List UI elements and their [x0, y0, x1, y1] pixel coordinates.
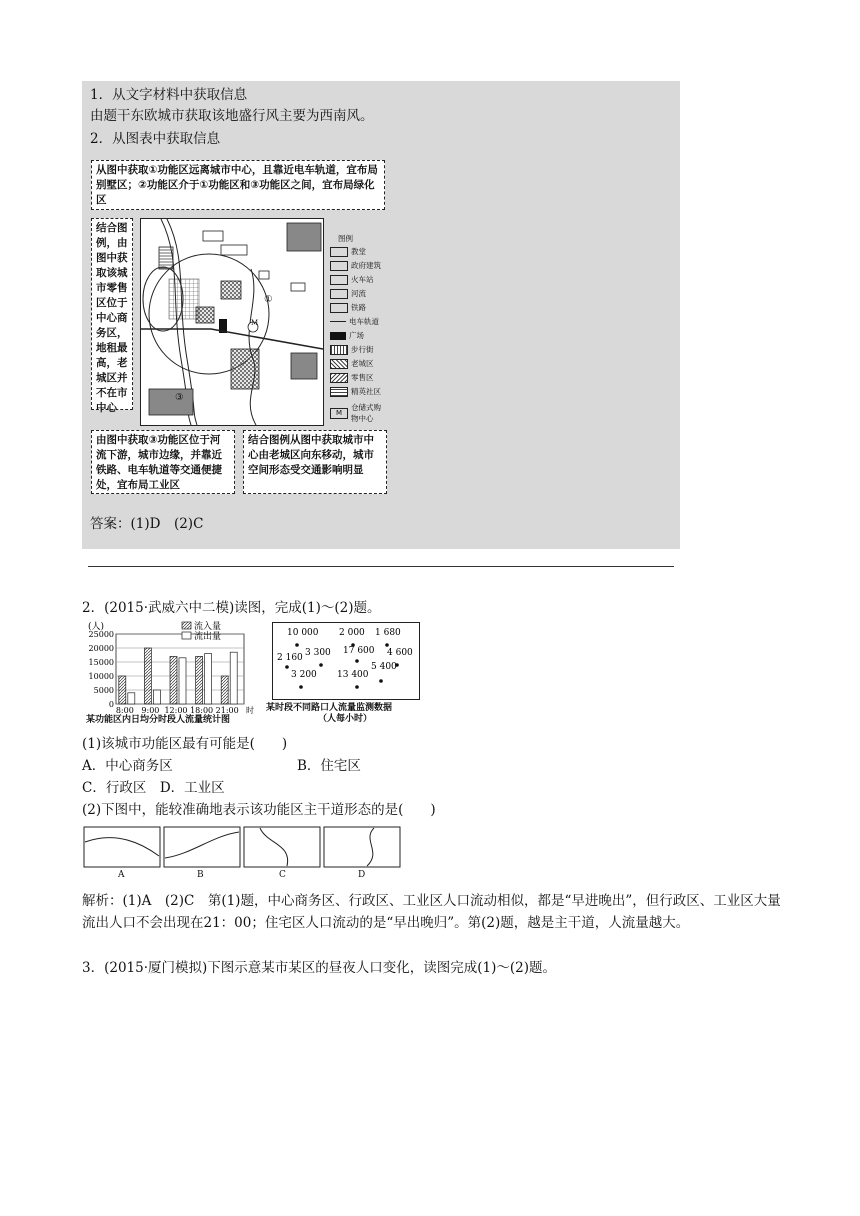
bar-legend-swatch — [182, 632, 191, 639]
dot-point — [285, 665, 289, 669]
bar-xtick-label: 18:00 — [190, 706, 214, 715]
callout-bottom-left: 由图中获取③功能区位于河流下游，城市边缘，并靠近铁路、电车轨道等交通便捷处，宜布局工业区 — [91, 430, 235, 494]
legend-government: 政府建筑 — [330, 260, 381, 271]
bar-xtick-label: 21:00 — [215, 706, 239, 715]
map-label-3: ③ — [175, 392, 184, 403]
bar-inflow — [119, 676, 126, 704]
q2-option-b: B．住宅区 — [297, 758, 361, 774]
dot-panel-drawing — [273, 623, 419, 699]
dot-label: 5 400 — [371, 662, 397, 672]
q3-stem: 3．(2015·厦门模拟)下图示意某市某区的昼夜人口变化，读图完成(1)～(2)题。 — [82, 960, 557, 976]
legend-tram: 电车轨道 — [330, 316, 379, 327]
bar-inflow — [221, 676, 228, 704]
legend-retail: 零售区 — [330, 372, 374, 383]
dot-caption-2: （人每小时） — [318, 714, 373, 724]
road-shapes — [82, 826, 402, 884]
callout-top: 从图中获取①功能区远离城市中心，且靠近电车轨道，宜布局别墅区；②功能区介于①功能区和③功能区之间，宜布局绿化区 — [91, 160, 385, 210]
bar-ytick-label: 10000 — [88, 672, 114, 681]
bar-outflow — [179, 658, 186, 704]
callout-bottom-right: 结合图例从图中获取城市中心由老城区向东移动，城市空间形态受交通影响明显 — [243, 430, 387, 494]
q2-stem: 2．(2015·武威六中二模)读图，完成(1)～(2)题。 — [82, 600, 381, 616]
bar-ytick-label: 0 — [108, 700, 114, 709]
legend-title: 图例 — [338, 234, 353, 243]
bar-chart-caption: 某功能区内日均分时段人流量统计图 — [86, 715, 231, 725]
bar-xtick-label: 12:00 — [164, 706, 188, 715]
dot-label: 3 300 — [305, 648, 331, 658]
dot-label: 3 200 — [291, 670, 317, 680]
dot-label: 13 400 — [337, 670, 369, 680]
legend-pedestrian: 步行街 — [330, 344, 374, 355]
q2-sub1: (1)该城市功能区最有可能是( ) — [82, 736, 288, 752]
bar-legend-label: 流出量 — [194, 632, 222, 642]
bar-chart — [82, 620, 270, 720]
callout-left: 结合图例，由图中获取该城市零售区位于中心商务区，地租最高，老城区并不在市中心 — [91, 218, 133, 410]
divider — [88, 566, 674, 567]
bar-ytick-label: 5000 — [93, 686, 114, 695]
q2-option-a: A．中心商务区 — [82, 758, 173, 774]
shape-c-frame — [244, 827, 320, 867]
dot-point — [385, 643, 389, 647]
shape-b-frame — [164, 827, 240, 867]
map-label-1: ① — [264, 294, 273, 305]
bar-outflow — [128, 693, 135, 704]
bar-ytick-label: 20000 — [88, 644, 114, 653]
legend-church: 教堂 — [330, 246, 366, 257]
bar-xtick-label: 8:00 — [115, 706, 134, 715]
bar-xlabel: 时 — [246, 706, 254, 715]
dot-label: 1 680 — [375, 628, 401, 638]
q2-analysis: 解析：(1)A (2)C 第(1)题，中心商务区、行政区、工业区人口流动相似，都是“早进晚出”，但行政区、工业区大量流出人口不会出现在21：00；住宅区人口流动的是“早出晚归”。第(2)题，越是主干道，人流量越大。 — [82, 893, 781, 931]
city-map-drawing — [141, 219, 323, 425]
legend-river: 河流 — [330, 288, 366, 299]
shape-a-frame — [84, 827, 160, 867]
shape-label-d: D — [358, 870, 366, 880]
bar-xtick-label: 9:00 — [141, 706, 160, 715]
bar-outflow — [153, 690, 160, 704]
bar-ytick-label: 15000 — [88, 658, 114, 667]
bar-inflow — [144, 648, 151, 704]
dot-panel — [272, 622, 420, 700]
dot-label: 4 600 — [387, 648, 413, 658]
dot-point — [319, 663, 323, 667]
legend-railway: 铁路 — [330, 302, 366, 313]
city-map — [140, 218, 324, 426]
dot-label: 10 000 — [287, 628, 319, 638]
box-line-2: 由题干东欧城市获取该地盛行风主要为西南风。 — [90, 108, 374, 124]
legend-station: 火车站 — [330, 274, 374, 285]
bar-outflow — [205, 654, 212, 704]
legend-warehouse: M仓储式购物中心 — [330, 402, 383, 424]
bar-ylabel: (人) — [88, 622, 105, 632]
bar-legend-label: 流入量 — [194, 622, 222, 632]
dot-point — [299, 685, 303, 689]
legend-elite: 精英社区 — [330, 386, 381, 397]
box-line-1: 1．从文字材料中获取信息 — [90, 87, 248, 103]
q2-option-cd: C．行政区 D．工业区 — [82, 780, 225, 796]
bar-inflow — [196, 656, 203, 704]
shape-b-road — [165, 832, 239, 858]
bar-inflow — [170, 656, 177, 704]
legend-old-town: 老城区 — [330, 358, 374, 369]
q2-sub2: (2)下图中，能较准确地表示该功能区主干道形态的是( ) — [82, 802, 436, 818]
dot-label: 2 000 — [339, 628, 365, 638]
shape-label-c: C — [279, 870, 286, 880]
dot-point — [355, 659, 359, 663]
shape-label-a: A — [118, 870, 125, 880]
shape-a-road — [85, 838, 159, 856]
dot-point — [355, 685, 359, 689]
shape-d-frame — [324, 827, 400, 867]
shape-d-road — [367, 828, 374, 866]
shape-label-b: B — [197, 870, 204, 880]
legend-square: 广场 — [330, 330, 364, 341]
dot-point — [295, 643, 299, 647]
box-line-3: 2．从图表中获取信息 — [90, 131, 221, 147]
dot-label: 17 600 — [343, 646, 375, 656]
bar-legend-swatch — [182, 622, 191, 629]
dot-caption-1: 某时段不同路口人流量监测数据 — [266, 703, 393, 713]
bar-ytick-label: 25000 — [88, 630, 114, 639]
map-label-m: M — [251, 319, 259, 327]
bar-outflow — [230, 652, 237, 704]
shape-c-road — [260, 828, 288, 866]
dot-point — [379, 679, 383, 683]
dot-label: 2 160 — [277, 653, 303, 663]
answer-line: 答案：(1)D (2)C — [90, 516, 204, 532]
